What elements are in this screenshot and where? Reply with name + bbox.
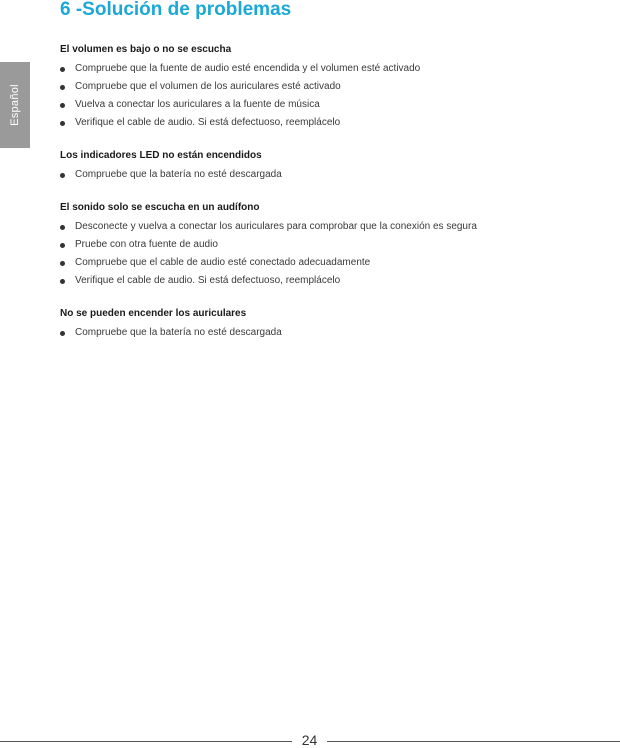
list-item-text: Compruebe que la batería no esté descargada (75, 327, 282, 338)
section-heading: No se pueden encender los auriculares (60, 308, 247, 319)
bullet-icon (60, 243, 65, 248)
list-item-text: Desconecte y vuelva a conectar los auriculares para comprobar que la conexión es segura (75, 221, 477, 232)
list-item (60, 272, 600, 290)
bullet-list (60, 218, 600, 290)
section-heading: Los indicadores LED no están encendidos (60, 150, 262, 161)
list-item-text: Verifique el cable de audio. Si está defectuoso, reemplácelo (75, 275, 341, 286)
section-heading: El volumen es bajo o no se escucha (60, 44, 232, 55)
list-item (60, 60, 600, 78)
bullet-icon (60, 225, 65, 230)
bullet-list (60, 324, 600, 342)
bullet-icon (60, 103, 65, 108)
bullet-icon (60, 261, 65, 266)
page-number: 24 (301, 732, 318, 748)
list-item (60, 78, 600, 96)
list-item (60, 218, 600, 236)
section-low-volume (60, 43, 600, 132)
language-label: Español (9, 84, 22, 126)
list-item-text: Verifique el cable de audio. Si está defectuoso, reemplácelo (75, 117, 341, 128)
bullet-icon (60, 85, 65, 90)
page-title: 6 -Solución de problemas (60, 0, 292, 20)
section-heading: El sonido solo se escucha en un audífono (60, 202, 260, 213)
list-item (60, 324, 600, 342)
bullet-icon (60, 331, 65, 336)
list-item-text: Compruebe que el volumen de los auriculares esté activado (75, 81, 341, 92)
footer-divider-left (0, 741, 292, 742)
list-item-text: Compruebe que la fuente de audio esté encendida y el volumen esté activado (75, 63, 421, 74)
list-item-text: Pruebe con otra fuente de audio (75, 239, 218, 250)
list-item (60, 96, 600, 114)
bullet-icon (60, 121, 65, 126)
bullet-icon (60, 67, 65, 72)
bullet-list (60, 166, 600, 184)
troubleshooting-content (60, 43, 600, 359)
section-one-earphone (60, 201, 600, 290)
list-item (60, 114, 600, 132)
language-side-tab (0, 62, 30, 148)
bullet-list (60, 60, 600, 132)
list-item-text: Vuelva a conectar los auriculares a la fuente de música (75, 99, 320, 110)
bullet-icon (60, 279, 65, 284)
bullet-icon (60, 173, 65, 178)
list-item (60, 254, 600, 272)
section-no-power (60, 307, 600, 342)
section-led-off (60, 149, 600, 184)
list-item (60, 236, 600, 254)
list-item-text: Compruebe que el cable de audio esté conectado adecuadamente (75, 257, 371, 268)
list-item-text: Compruebe que la batería no esté descargada (75, 169, 282, 180)
list-item (60, 166, 600, 184)
footer-divider-right (327, 741, 620, 742)
